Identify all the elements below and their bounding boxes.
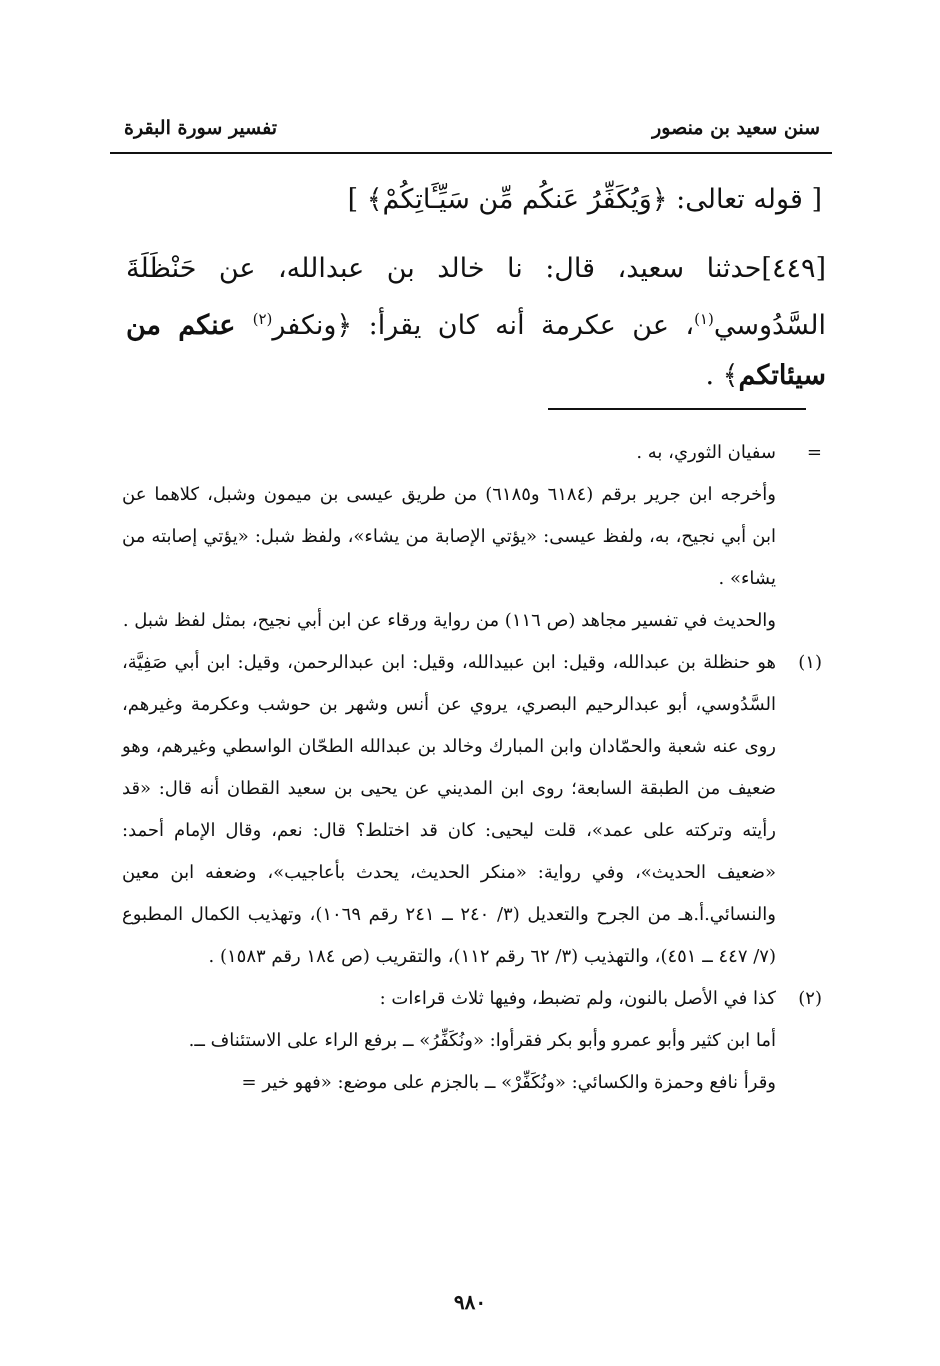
hadith-text-part2: ، عن عكرمة أنه كان يقرأ: ﴿ونكفر: [272, 310, 695, 341]
footnote-1: [122, 642, 822, 978]
footnote-2-marker: (٢): [798, 988, 822, 1009]
footnote-continuation: [122, 432, 822, 642]
continuation-para: سفيان الثوري، به .: [636, 442, 776, 463]
footnote-1-text: هو حنظلة بن عبدالله، وقيل: ابن عبيدالله، وقيل: ابن عبدالرحمن، وقيل: ابن أبي صَفِيَّة، السَّدُوسي، أبو عبدالرحيم البصري، يروي عن أنس وشهر بن حوشب وعكرمة وغيرهم، روى عنه شعبة والحمّادان وابن المبارك وخالد بن عبدالله الطحّان الواسطي وغيرهم، وهو ضعيف من الطبقة السابعة؛ روى ابن المديني عن يحيى بن سعيد القطان أنه قال: «قد رأيته وتركته على عمد»، قلت ليحيى: كان قد اختلط؟ قال: نعم، وقال الإمام أحمد: «ضعيف الحديث»، وفي رواية: «منكر الحديث، يحدث بأعاجيب»، وضعفه ابن معين والنسائي.أ.هـ من الجرح والتعديل (٣/ ٢٤٠ ــ ٢٤١ رقم ١٠٦٩)، وتهذيب الكمال المطبوع (٧/ ٤٤٧ ــ ٤٥١)، والتهذيب (٣/ ٦٢ رقم ١١٢)، والتقريب (ص ١٨٤ رقم ١٥٨٣) .: [122, 652, 776, 967]
running-header-book-title: سنن سعيد بن منصور: [652, 117, 820, 139]
page-number: ٩٨٠: [453, 1290, 487, 1314]
footnote-ref-2[interactable]: (٢): [252, 310, 273, 328]
section-title: [ قوله تعالى: ﴿وَيُكَفِّرُ عَنكُم مِّن سَيِّـَٔاتِكُمْ﴾ ]: [347, 184, 822, 215]
footnotes-section: [122, 432, 822, 1104]
hadith-text-end: ﴾ .: [705, 360, 739, 391]
footnote-divider: [548, 408, 806, 410]
hadith-bold-text: عنكم من سيئاتكم: [126, 310, 826, 391]
continuation-para: وأخرجه ابن جرير برقم (٦١٨٤ و٦١٨٥) من طريق عيسى بن ميمون وشبل، كلاهما عن ابن أبي نجيح، به، ولفظ عيسى: «يؤتي الإصابة من يشاء»، ولفظ شبل: «يؤتي إصابته من يشاء» .: [122, 484, 776, 589]
continuation-marker: =: [806, 442, 822, 463]
footnote-2-para: أما ابن كثير وأبو عمرو وأبو بكر فقرأوا: «ونُكَفِّرُ» ــ برفع الراء على الاستئناف ــ.: [188, 1030, 776, 1051]
footnote-2-para: كذا في الأصل بالنون، ولم تضبط، وفيها ثلاث قراءات :: [379, 988, 776, 1009]
hadith-paragraph: [126, 244, 826, 401]
footnote-2: [122, 978, 822, 1104]
hadith-text-part1: حدثنا سعيد، قال: نا خالد بن عبدالله، عن حَنْظَلَةَ السَّدُوسي: [126, 253, 826, 341]
running-header-section: تفسير سورة البقرة: [124, 117, 278, 139]
footnote-2-para: وقرأ نافع وحمزة والكسائي: «ونُكَفِّرْ» ــ بالجزم على موضع: «فهو خير =: [241, 1072, 776, 1093]
footnote-ref-1[interactable]: (١): [694, 310, 714, 328]
footnote-1-marker: (١): [798, 652, 822, 673]
continuation-para: والحديث في تفسير مجاهد (ص ١١٦) من رواية ورقاء عن ابن أبي نجيح، بمثل لفظ شبل .: [122, 610, 776, 631]
hadith-number: [٤٤٩]: [761, 253, 826, 284]
header-divider: [110, 152, 832, 154]
